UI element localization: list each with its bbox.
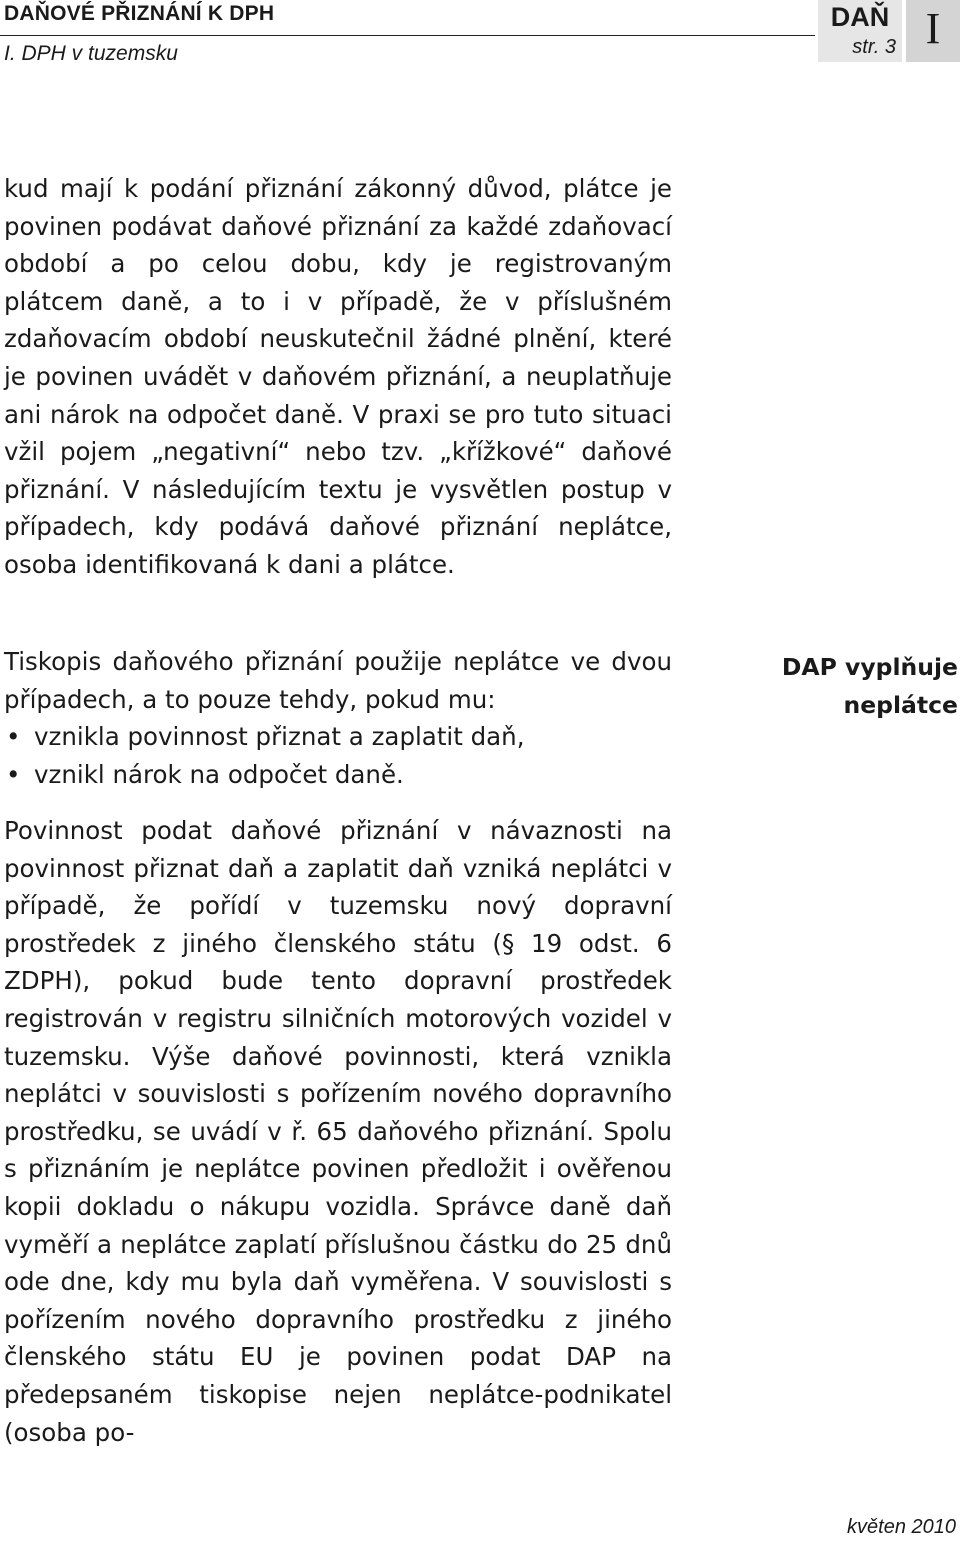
- chapter-number: I: [925, 4, 941, 53]
- paragraph-usage-text: Tiskopis daňového přiznání použije neplátce ve dvou případech, a to pouze tehdy, pokud mu:: [4, 647, 672, 714]
- margin-note-line: neplátce: [843, 691, 958, 719]
- bullet-item: • vznikl nárok na odpočet daně.: [4, 756, 672, 794]
- chapter-tab: [906, 0, 960, 62]
- section-tab: [818, 0, 902, 62]
- margin-note-line: DAP vyplňuje: [781, 653, 958, 681]
- header-title: DAŇOVÉ PŘIZNÁNÍ K DPH: [4, 2, 275, 25]
- bullet-list: [4, 718, 672, 793]
- paragraph-obligation: Povinnost podat daňové přiznání v návaznosti na povinnost přiznat daň a zaplatit daň vzniká neplátci v případě, že pořídí v tuzemsku nový dopravní prostředek z jiného členského státu (§ 19 odst. 6 ZDPH), pokud bude tento dopravní prostředek registrován v registru silničních motorových vozidel v tuzemsku. Výše daňové povinnosti, která vznikla neplátci v souvislosti s pořízením nového dopravního prostředku, se uvádí v ř. 65 daňového přiznání. Spolu s přiznáním je neplátce povinen předložit i ověřenou kopii dokladu o nákupu vozidla. Správce daně daň vyměří a neplátce zaplatí příslušnou částku do 25 dnů ode dne, kdy mu byla daň vyměřena. V souvislosti s pořízením nového dopravního prostředku z jiného členského státu EU je povinen podat DAP na předepsaném tiskopise nejen neplátce-podnikatel (osoba po-: [4, 816, 672, 1447]
- page-number: str. 3: [852, 36, 896, 58]
- header-rule: [0, 35, 815, 36]
- footer-date: květen 2010: [847, 1516, 956, 1538]
- header-subtitle: I. DPH v tuzemsku: [4, 42, 178, 65]
- paragraph-intro: kud mají k podání přiznání zákonný důvod, plátce je povinen podávat daňové přiznání za každé zdaňovací období a po celou dobu, kdy je registrovaným plátcem daně, a to i v případě, že v příslušném zdaňovacím období neuskutečnil žádné plnění, které je povinen uvádět v daňovém přiznání, a neuplatňuje ani nárok na odpočet daně. V praxi se pro tuto situaci vžil pojem „negativní“ nebo tzv. „křížkové“ daňové přiznání. V následujícím textu je vysvětlen postup v případech, kdy podává daňové přiznání neplátce, osoba identifikovaná k dani a plátce.: [4, 174, 672, 579]
- margin-note: [760, 648, 958, 724]
- section-label: DAŇ: [830, 2, 890, 32]
- paragraph-usage: [4, 643, 672, 793]
- bullet-item: • vznikla povinnost přiznat a zaplatit daň,: [4, 718, 672, 756]
